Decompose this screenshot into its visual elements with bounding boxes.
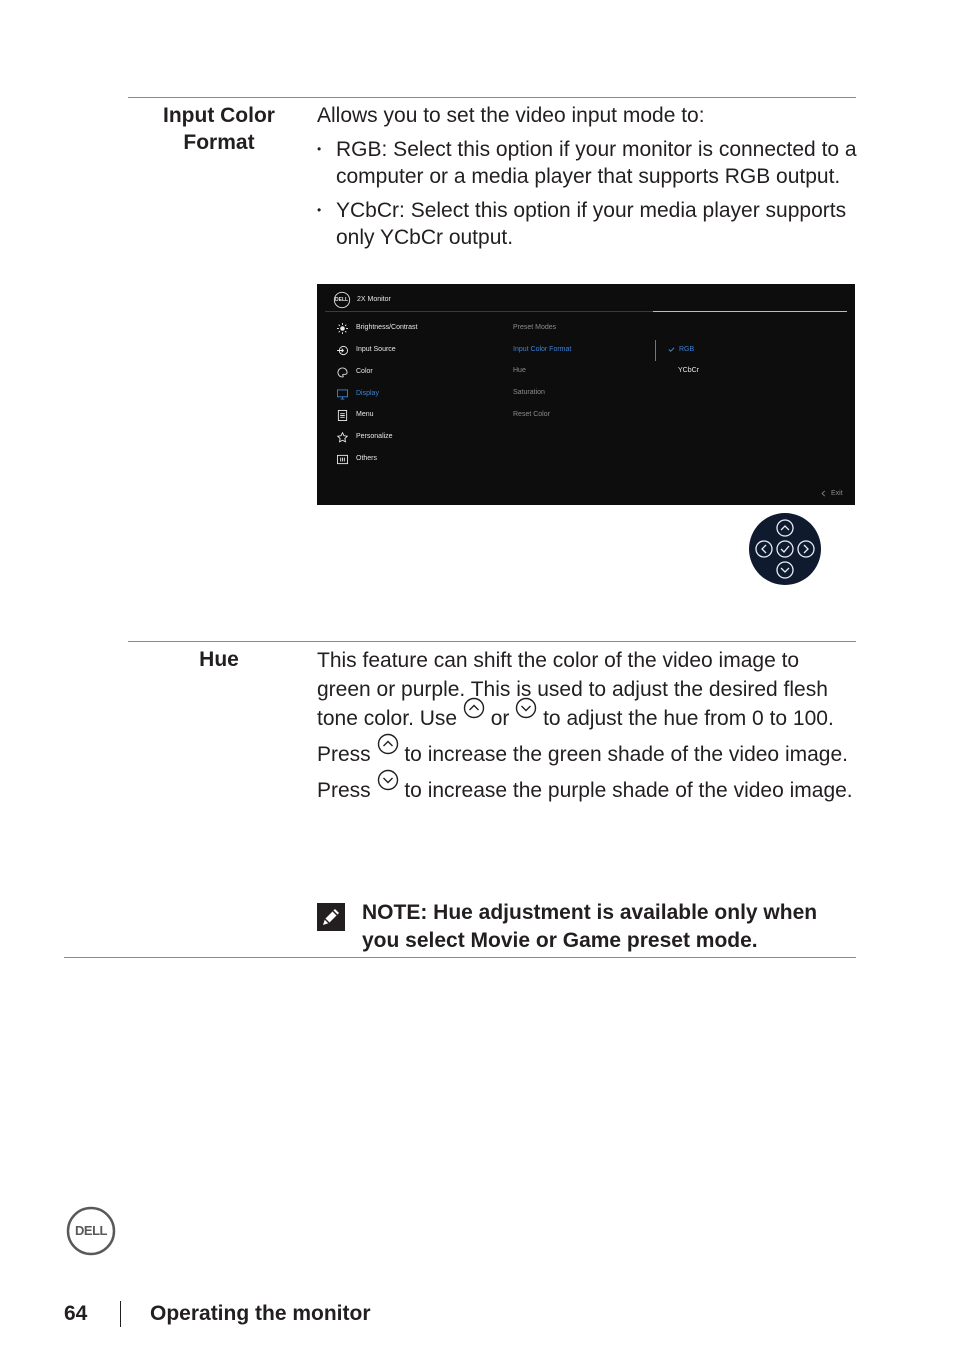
osd-menu-label: Personalize (356, 433, 393, 440)
checkmark-icon (668, 346, 675, 353)
footer-separator (120, 1301, 121, 1327)
hue-paragraph-1 (317, 646, 857, 733)
osd-menu-label: Menu (356, 411, 374, 418)
osd-menu-label: Others (356, 455, 378, 462)
osd-selection-indicator (655, 340, 656, 361)
table-bottom-rule (64, 957, 856, 958)
section-divider (128, 641, 856, 642)
footer-section-title: Operating the monitor (150, 1302, 371, 1325)
bullet-rgb (317, 136, 857, 190)
osd-menu-item-personalize[interactable] (337, 431, 393, 443)
description-hue (317, 646, 857, 812)
brightness-icon (337, 323, 348, 334)
menu-icon (337, 410, 348, 421)
note-text: NOTE: Hue adjustment is available only when you select Movie or Game preset mode. (362, 901, 818, 952)
osd-menu-label: Display (356, 390, 379, 397)
chevron-up-circle-icon (463, 697, 485, 719)
term-input-color-format: Input Color Format (163, 104, 275, 154)
intro-text: Allows you to set the video input mode to: (317, 104, 705, 127)
footer-dell-logo-text: DELL (75, 1223, 107, 1238)
color-palette-icon (337, 367, 348, 378)
chevron-down-circle-icon (377, 769, 399, 791)
bullet-rgb-text: : Select this option if your monitor is connected to a computer or a media player that supports RGB output. (336, 138, 857, 188)
chevron-left-icon (820, 490, 826, 497)
others-icon (337, 454, 348, 465)
hue-text: to adjust the hue from 0 to 100. (537, 707, 834, 730)
osd-submenu-input-color-format[interactable]: Input Color Format (513, 346, 572, 353)
osd-header-highlight (653, 311, 847, 312)
osd-title: 2X Monitor (357, 296, 391, 303)
bullet-dot-icon: • (317, 203, 322, 217)
hue-text: This feature can shift the color of the video image to green or purple. This is used to adjust the desired flesh tone color. Use (317, 649, 828, 730)
osd-menu-label: Color (356, 368, 373, 375)
note-pencil-icon (317, 903, 345, 931)
osd-submenu-preset-modes[interactable]: Preset Modes (513, 324, 557, 331)
osd-menu-item-brightness[interactable] (337, 322, 417, 334)
description-input-color-format (317, 102, 857, 258)
bullet-ycbcr (317, 197, 857, 251)
hue-text: Press (317, 779, 377, 802)
bullet-ycbcr-label: YCbCr: (336, 199, 405, 222)
osd-menu-label: Brightness/Contrast (356, 324, 418, 331)
osd-menu-item-display[interactable] (337, 388, 379, 400)
osd-menu-screenshot (317, 284, 855, 505)
hue-paragraph-3 (317, 776, 857, 805)
bullet-ycbcr-text: Select this option if your media player supports only YCbCr output. (336, 199, 847, 249)
hue-text: to increase the purple shade of the video image. (398, 779, 853, 802)
osd-option-rgb[interactable]: RGB (679, 346, 695, 353)
chevron-up-circle-icon (377, 733, 399, 755)
page-number: 64 (64, 1302, 88, 1325)
input-source-icon (337, 345, 348, 356)
osd-menu-item-color[interactable] (337, 366, 373, 378)
hue-text: to increase the green shade of the video image. (398, 743, 848, 766)
display-icon (337, 389, 348, 400)
osd-menu-label: Input Source (356, 346, 396, 353)
bullet-dot-icon: • (317, 142, 322, 156)
osd-menu-item-menu[interactable] (337, 409, 374, 421)
osd-menu-item-others[interactable] (337, 453, 377, 465)
osd-submenu-reset-color[interactable]: Reset Color (513, 411, 550, 418)
table-top-rule (128, 97, 856, 98)
bullet-rgb-label: RGB (336, 138, 382, 161)
osd-exit-label[interactable]: Exit (831, 490, 843, 497)
osd-brand: DELL (335, 297, 349, 303)
term-hue: Hue (199, 648, 239, 671)
osd-option-ycbcr[interactable]: YCbCr (678, 367, 700, 374)
osd-submenu-saturation[interactable]: Saturation (513, 389, 545, 396)
star-icon (337, 432, 348, 443)
joystick-control-icon (749, 513, 821, 585)
chevron-down-circle-icon (515, 697, 537, 719)
osd-submenu-hue[interactable]: Hue (513, 367, 526, 374)
hue-paragraph-2 (317, 740, 857, 769)
hue-text: or (484, 707, 516, 730)
osd-menu-item-input-source[interactable] (337, 344, 396, 356)
hue-text: Press (317, 743, 377, 766)
